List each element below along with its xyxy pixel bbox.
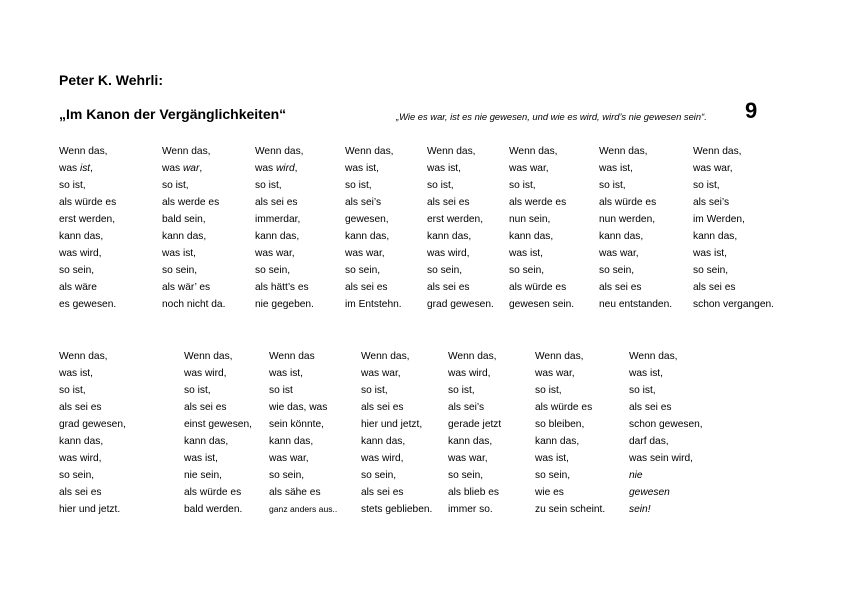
verse-line: kann das, bbox=[162, 231, 207, 242]
verse-line: so ist, bbox=[427, 180, 454, 191]
stanza-column bbox=[599, 143, 672, 313]
verse-line: wie das, was bbox=[269, 402, 328, 413]
verse-line: Wenn das, bbox=[59, 146, 108, 157]
stanza-column bbox=[184, 348, 252, 518]
verse-line: so ist, bbox=[59, 385, 86, 396]
stanza-column bbox=[59, 143, 116, 313]
verse-line: kann das, bbox=[361, 436, 406, 447]
verse-line: gewesen sein. bbox=[509, 299, 575, 310]
verse-line: so sein, bbox=[448, 470, 484, 481]
verse-line: kann das, bbox=[59, 231, 104, 242]
verse-line: als sei es bbox=[361, 402, 404, 413]
verse-line: was sein wird, bbox=[629, 453, 693, 464]
verse-line: Wenn das, bbox=[345, 146, 394, 157]
verse-line: als werde es bbox=[509, 197, 567, 208]
verse-line: als sei es bbox=[693, 282, 736, 293]
verse-line: so sein, bbox=[162, 265, 198, 276]
verse-line: zu sein scheint. bbox=[535, 504, 606, 515]
verse-line: so ist, bbox=[535, 385, 562, 396]
stanza-column bbox=[693, 143, 774, 313]
verse-line: so ist, bbox=[361, 385, 388, 396]
stanza-column bbox=[509, 143, 574, 313]
verse-line: immer so. bbox=[448, 504, 493, 515]
verse-line: was ist, bbox=[269, 368, 303, 379]
verse-line: Wenn das, bbox=[448, 351, 497, 362]
verse-line: so bleiben, bbox=[535, 419, 585, 430]
verse-line: als wär’ es bbox=[162, 282, 211, 293]
verse-line: was ist, bbox=[59, 368, 93, 379]
verse-line: neu entstanden. bbox=[599, 299, 673, 310]
verse-line: nun werden, bbox=[599, 214, 656, 225]
verse-line: nie sein, bbox=[184, 470, 222, 481]
verse-line: was war, bbox=[162, 163, 203, 174]
verse-line: was ist, bbox=[184, 453, 218, 464]
verse-line: sein! bbox=[629, 504, 651, 515]
verse-line: Wenn das, bbox=[693, 146, 742, 157]
verse-line: schon vergangen. bbox=[693, 299, 774, 310]
verse-line: so sein, bbox=[269, 470, 305, 481]
verse-line: Wenn das, bbox=[361, 351, 410, 362]
verse-line: nun sein, bbox=[509, 214, 551, 225]
verse-line: als wäre bbox=[59, 282, 97, 293]
verse-line: kann das, bbox=[535, 436, 580, 447]
verse-line: was wird, bbox=[427, 248, 470, 259]
verse-line: Wenn das, bbox=[255, 146, 304, 157]
verse-line: was wird, bbox=[361, 453, 404, 464]
verse-line: als sei es bbox=[361, 487, 404, 498]
verse-line: kann das, bbox=[345, 231, 390, 242]
verse-line: als sei es bbox=[345, 282, 388, 293]
verse-line: kann das, bbox=[427, 231, 472, 242]
verse-line: was wird, bbox=[184, 368, 227, 379]
verse-line: so sein, bbox=[693, 265, 729, 276]
verse-line: kann das, bbox=[509, 231, 554, 242]
verse-line: so ist, bbox=[509, 180, 536, 191]
verse-line: als sei’s bbox=[693, 197, 730, 208]
verse-line: so ist, bbox=[59, 180, 86, 191]
verse-line: es gewesen. bbox=[59, 299, 117, 310]
verse-line: als sei es bbox=[427, 282, 470, 293]
verse-line: als sei es bbox=[427, 197, 470, 208]
verse-line: so sein, bbox=[509, 265, 545, 276]
verse-line: so sein, bbox=[59, 265, 95, 276]
stanza-column bbox=[629, 348, 703, 518]
verse-line: als sei es bbox=[184, 402, 227, 413]
stanza-column bbox=[535, 348, 605, 518]
verse-line: stets geblieben. bbox=[361, 504, 433, 515]
verse-line: Wenn das, bbox=[599, 146, 648, 157]
verse-line: als sei es bbox=[629, 402, 672, 413]
verse-line: als blieb es bbox=[448, 487, 499, 498]
verse-line: als würde es bbox=[535, 402, 593, 413]
verse-line: als sei es bbox=[59, 487, 102, 498]
verse-line: so sein, bbox=[427, 265, 463, 276]
verse-line: als sei es bbox=[255, 197, 298, 208]
verse-line: kann das, bbox=[255, 231, 300, 242]
verse-line: hier und jetzt. bbox=[59, 504, 121, 515]
verse-line: immerdar, bbox=[255, 214, 301, 225]
verse-line: grad gewesen, bbox=[59, 419, 126, 430]
verse-line: einst gewesen, bbox=[184, 419, 252, 430]
verse-line: was war, bbox=[448, 453, 488, 464]
verse-line: als hätt’s es bbox=[255, 282, 309, 293]
verse-line: als sähe es bbox=[269, 487, 321, 498]
author: Peter K. Wehrli: bbox=[59, 72, 163, 88]
verse-line: was war, bbox=[693, 163, 733, 174]
verse-line: hier und jetzt, bbox=[361, 419, 423, 430]
verse-line: als sei es bbox=[599, 282, 642, 293]
verse-line: so sein, bbox=[361, 470, 397, 481]
verse-line: Wenn das, bbox=[535, 351, 584, 362]
verse-line: so ist, bbox=[693, 180, 720, 191]
verse-line: so ist, bbox=[184, 385, 211, 396]
verse-line: so sein, bbox=[599, 265, 635, 276]
verse-line: so sein, bbox=[535, 470, 571, 481]
verse-line: Wenn das, bbox=[427, 146, 476, 157]
verse-line: als sei es bbox=[59, 402, 102, 413]
stanza-column bbox=[427, 143, 494, 313]
verse-line: darf das, bbox=[629, 436, 669, 447]
verse-line: so sein, bbox=[59, 470, 95, 481]
verse-line: so ist, bbox=[162, 180, 189, 191]
stanza-column bbox=[59, 348, 126, 518]
page-number: 9 bbox=[745, 98, 758, 123]
verse-line: grad gewesen. bbox=[427, 299, 494, 310]
verse-line: erst werden, bbox=[59, 214, 116, 225]
verse-line: schon gewesen, bbox=[629, 419, 703, 430]
stanza-column bbox=[255, 143, 314, 313]
verse-line: was war, bbox=[509, 163, 549, 174]
verse-line: kann das, bbox=[693, 231, 738, 242]
verse-line: noch nicht da. bbox=[162, 299, 226, 310]
stanza-column bbox=[345, 143, 402, 313]
verse-line: was war, bbox=[535, 368, 575, 379]
verse-line: Wenn das, bbox=[184, 351, 233, 362]
verse-line: erst werden, bbox=[427, 214, 484, 225]
verse-line: was war, bbox=[345, 248, 385, 259]
verse-line: ganz anders aus.. bbox=[269, 504, 338, 514]
verse-line: was wird, bbox=[255, 163, 298, 174]
stanza-column bbox=[361, 348, 432, 518]
verse-line: was war, bbox=[255, 248, 295, 259]
verse-line: was war, bbox=[269, 453, 309, 464]
verse-line: bald sein, bbox=[162, 214, 206, 225]
verse-line: nie bbox=[629, 470, 643, 481]
verse-line: so ist, bbox=[448, 385, 475, 396]
stanza-column bbox=[448, 348, 501, 518]
verse-line: gewesen bbox=[629, 487, 670, 498]
verse-line: kann das, bbox=[269, 436, 314, 447]
verse-line: Wenn das, bbox=[162, 146, 211, 157]
verse-line: so ist, bbox=[345, 180, 372, 191]
verse-line: sein könnte, bbox=[269, 419, 324, 430]
verse-line: so ist, bbox=[629, 385, 656, 396]
stanza-column bbox=[162, 143, 225, 313]
verse-line: kann das, bbox=[59, 436, 104, 447]
verse-line: was ist, bbox=[427, 163, 461, 174]
verse-line: Wenn das, bbox=[59, 351, 108, 362]
verse-line: im Entstehn. bbox=[345, 299, 402, 310]
verse-line: als werde es bbox=[162, 197, 220, 208]
verse-line: was war, bbox=[361, 368, 401, 379]
verse-line: Wenn das, bbox=[509, 146, 558, 157]
verse-line: so sein, bbox=[255, 265, 291, 276]
verse-line: kann das, bbox=[599, 231, 644, 242]
verse-line: im Werden, bbox=[693, 214, 745, 225]
verse-line: was wird, bbox=[59, 248, 102, 259]
verse-line: Wenn das, bbox=[629, 351, 678, 362]
verse-line: gewesen, bbox=[345, 214, 389, 225]
verse-line: was ist, bbox=[693, 248, 727, 259]
verse-line: was ist, bbox=[509, 248, 543, 259]
verse-line: als sei’s bbox=[345, 197, 382, 208]
verse-line: was wird, bbox=[448, 368, 491, 379]
poem-title: „Im Kanon der Vergänglichkeiten“ bbox=[59, 106, 287, 122]
verse-line: so ist, bbox=[255, 180, 282, 191]
verse-line: wie es bbox=[535, 487, 564, 498]
verse-line: was ist, bbox=[345, 163, 379, 174]
verse-line: was war, bbox=[599, 248, 639, 259]
verse-line: was ist, bbox=[599, 163, 633, 174]
stanza-column bbox=[269, 348, 337, 518]
verse-line: so ist bbox=[269, 385, 293, 396]
verse-line: bald werden. bbox=[184, 504, 243, 515]
verse-line: nie gegeben. bbox=[255, 299, 314, 310]
verse-line: als sei’s bbox=[448, 402, 485, 413]
verse-line: was ist, bbox=[535, 453, 569, 464]
verse-line: als würde es bbox=[599, 197, 657, 208]
verse-line: was wird, bbox=[59, 453, 102, 464]
verse-line: als würde es bbox=[509, 282, 567, 293]
verse-line: gerade jetzt bbox=[448, 419, 502, 430]
epigraph-quote: „Wie es war, ist es nie gewesen, und wie es wird, wird’s nie gewesen sein“. bbox=[396, 111, 707, 122]
verse-line: kann das, bbox=[448, 436, 493, 447]
verse-line: kann das, bbox=[184, 436, 229, 447]
verse-line: was ist, bbox=[162, 248, 196, 259]
verse-line: als würde es bbox=[184, 487, 242, 498]
verse-line: so ist, bbox=[599, 180, 626, 191]
verse-line: was ist, bbox=[629, 368, 663, 379]
verse-line: als würde es bbox=[59, 197, 117, 208]
verse-line: Wenn das bbox=[269, 351, 315, 362]
verse-line: so sein, bbox=[345, 265, 381, 276]
verse-line: was ist, bbox=[59, 163, 93, 174]
